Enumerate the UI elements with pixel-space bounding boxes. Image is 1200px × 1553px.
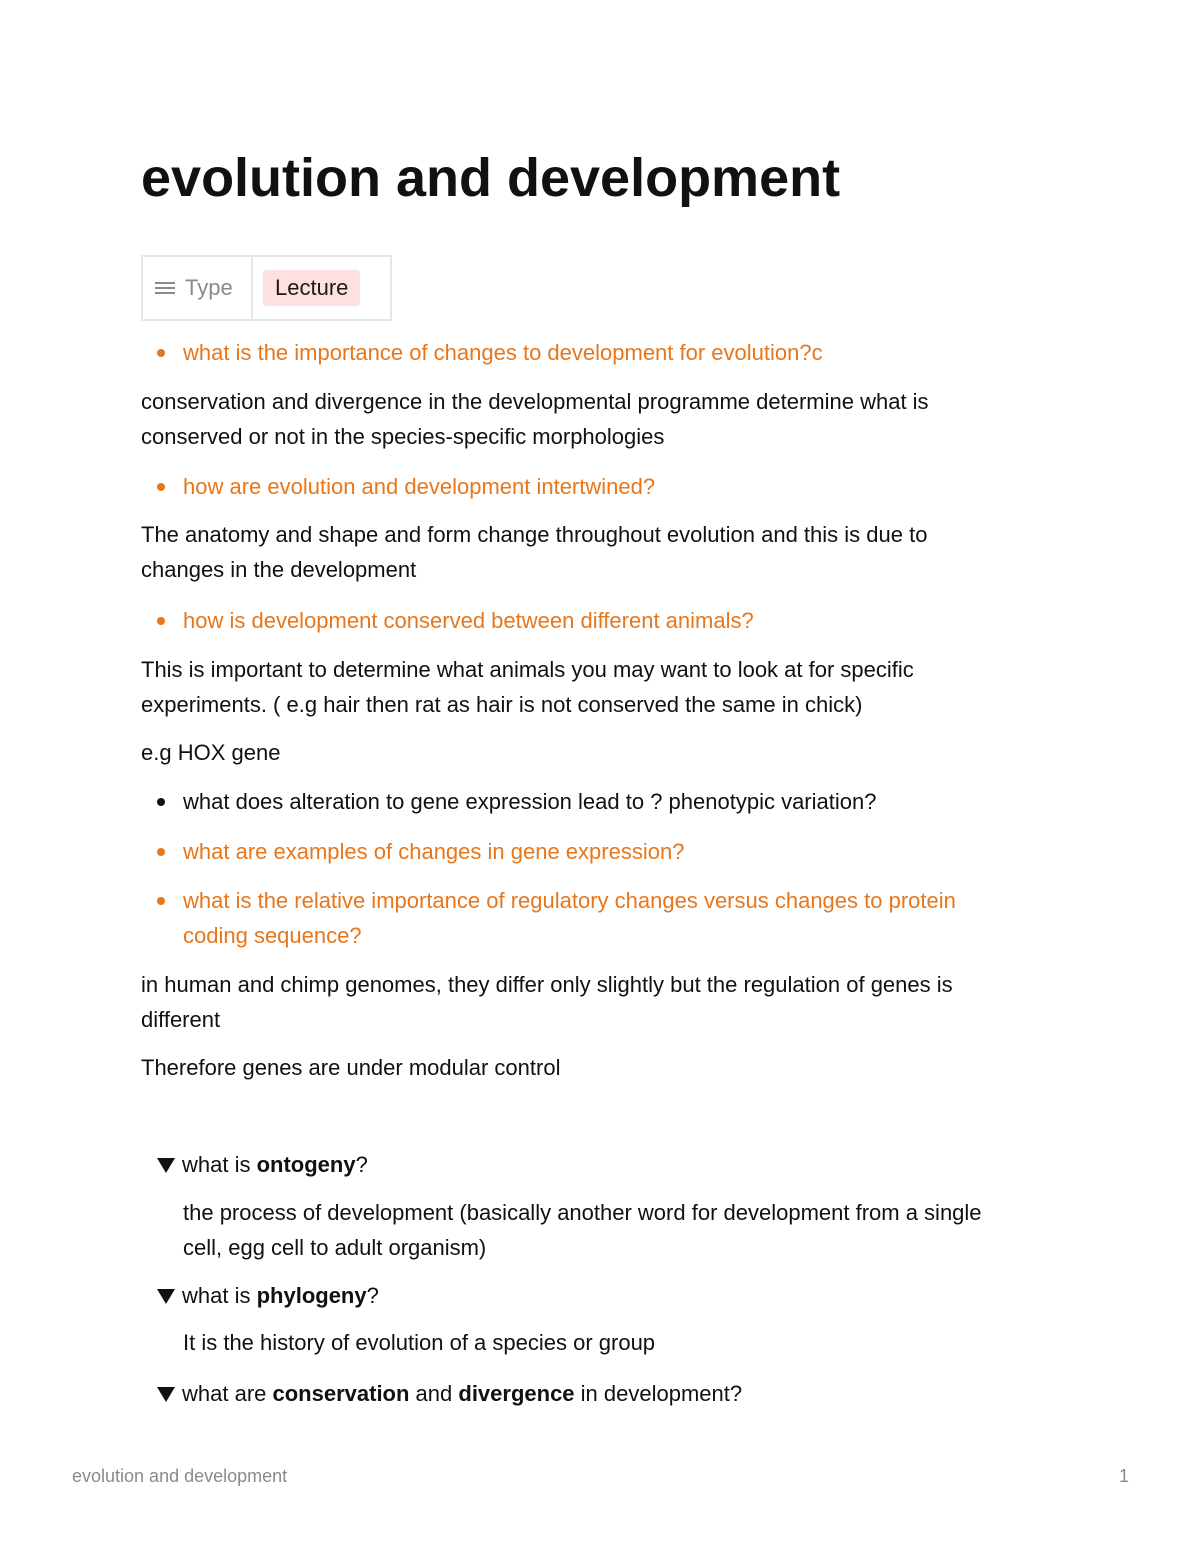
toggle-triangle-icon[interactable] [157, 1387, 175, 1402]
footer-title: evolution and development [72, 1466, 288, 1486]
question-item: what is the importance of changes to development for evolution?c [183, 340, 823, 365]
page-title: evolution and development [141, 148, 841, 208]
toggle-content: cell, egg cell to adult organism) [183, 1235, 487, 1260]
paragraph: Therefore genes are under modular control [141, 1055, 561, 1080]
paragraph: This is important to determine what animals you may want to look at for specific [141, 657, 914, 682]
paragraph: changes in the development [141, 557, 417, 582]
toggle-content: It is the history of evolution of a species or group [183, 1330, 656, 1355]
bullet-icon [157, 848, 165, 856]
question-item: how are evolution and development intertwined? [183, 474, 656, 499]
bullet-icon [157, 483, 165, 491]
page-number: 1 [1119, 1466, 1130, 1486]
bullet-icon [157, 897, 165, 905]
list-item: what does alteration to gene expression lead to ? phenotypic variation? [183, 789, 877, 814]
bullet-icon [157, 349, 165, 357]
paragraph: in human and chimp genomes, they differ only slightly but the regulation of genes is [141, 972, 953, 997]
property-name-cell[interactable] [143, 257, 253, 319]
paragraph: conserved or not in the species-specific morphologies [141, 424, 665, 449]
toggle-content: the process of development (basically another word for development from a single [183, 1200, 982, 1225]
property-name: Type [185, 275, 233, 300]
paragraph: different [141, 1007, 221, 1032]
toggle-triangle-icon[interactable] [157, 1289, 175, 1304]
property-value-cell[interactable] [253, 257, 390, 319]
paragraph: experiments. ( e.g hair then rat as hair is not conserved the same in chick) [141, 692, 863, 717]
toggle-heading[interactable]: what is phylogeny? [182, 1283, 379, 1308]
toggle-triangle-icon[interactable] [157, 1158, 175, 1173]
bullet-icon [157, 798, 165, 806]
question-item: coding sequence? [183, 923, 362, 948]
property-table [141, 255, 392, 321]
question-item: how is development conserved between different animals? [183, 608, 754, 633]
toggle-heading[interactable]: what are conservation and divergence in development? [182, 1381, 743, 1406]
paragraph: e.g HOX gene [141, 740, 281, 765]
question-item: what are examples of changes in gene expression? [183, 839, 685, 864]
list-icon [155, 281, 175, 295]
bullet-icon [157, 617, 165, 625]
paragraph: The anatomy and shape and form change throughout evolution and this is due to [141, 522, 928, 547]
paragraph: conservation and divergence in the developmental programme determine what is [141, 389, 929, 414]
type-tag: Lecture [263, 270, 360, 306]
toggle-heading[interactable]: what is ontogeny? [182, 1152, 368, 1177]
question-item: what is the relative importance of regulatory changes versus changes to protein [183, 888, 956, 913]
